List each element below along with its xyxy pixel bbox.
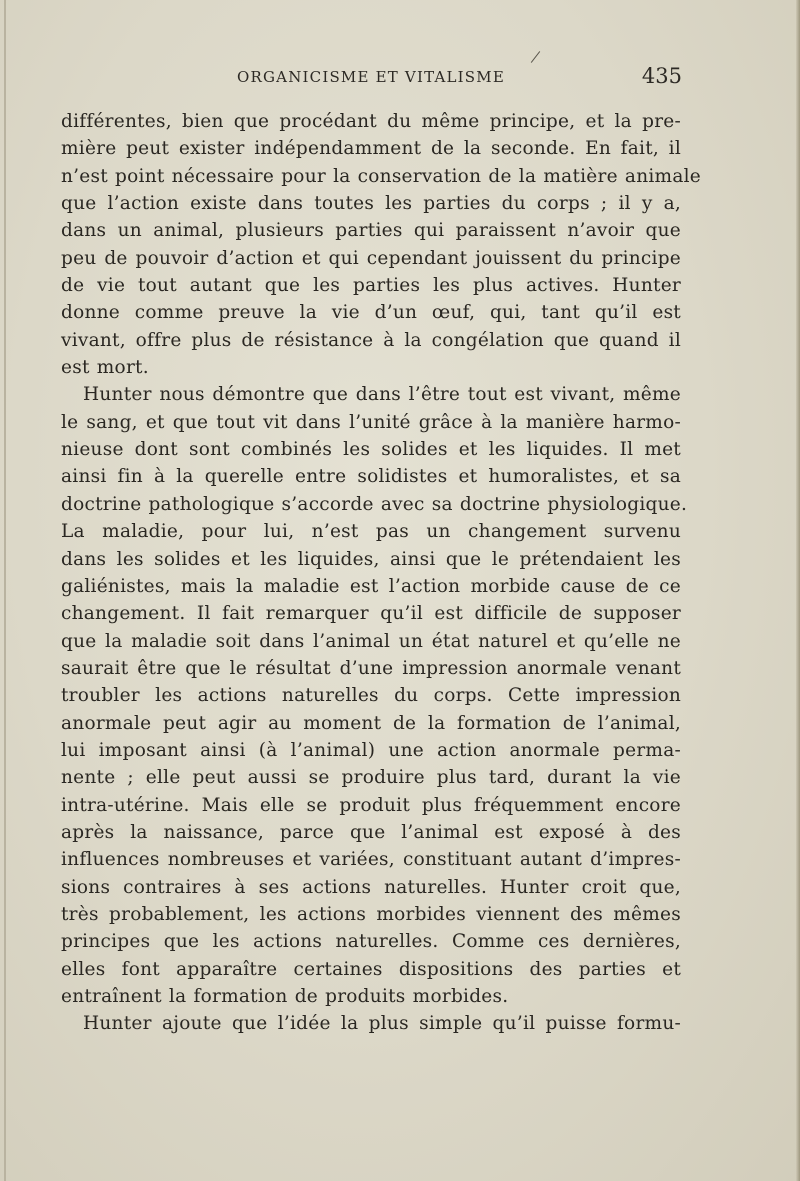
text-line: différentes, bien que procédant du même principe, et la pre- bbox=[61, 111, 681, 132]
text-line: très probablement, les actions morbides viennent des mêmes bbox=[61, 903, 681, 925]
text-line: le sang, et que tout vit dans l’unité grâce à la manière harmo- bbox=[61, 411, 681, 433]
page-right-edge bbox=[796, 0, 800, 1181]
text-line: dans les solides et les liquides, ainsi que le prétendaient les bbox=[61, 548, 681, 570]
pencil-mark bbox=[531, 51, 540, 63]
text-line: La maladie, pour lui, n’est pas un changement survenu bbox=[61, 521, 681, 543]
text-line: est mort. bbox=[61, 357, 149, 379]
text-line: entraînent la formation de produits morbides. bbox=[61, 986, 509, 1007]
text-line: saurait être que le résultat d’une impression anormale venant bbox=[61, 657, 681, 679]
text-line: sions contraires à ses actions naturelles. Hunter croit que, bbox=[61, 876, 681, 898]
running-title: ORGANICISME ET VITALISME bbox=[237, 68, 505, 86]
text-line: lui imposant ainsi (à l’animal) une action anormale perma- bbox=[61, 739, 681, 761]
text-line: principes que les actions naturelles. Comme ces dernières, bbox=[61, 931, 681, 953]
text-line: influences nombreuses et variées, constituant autant d’impres- bbox=[61, 849, 681, 871]
text-line: intra-utérine. Mais elle se produit plus fréquemment encore bbox=[61, 794, 681, 816]
text-line: elles font apparaître certaines dispositions des parties et bbox=[61, 958, 681, 980]
page-left-edge bbox=[4, 0, 6, 1181]
text-line: galiénistes, mais la maladie est l’action morbide cause de ce bbox=[61, 575, 681, 597]
body-text bbox=[61, 108, 701, 1038]
text-line: donne comme preuve la vie d’un œuf, qui, tant qu’il est bbox=[61, 302, 681, 324]
text-line: de vie tout autant que les parties les plus actives. Hunter bbox=[61, 275, 681, 297]
text-line: anormale peut agir au moment de la formation de l’animal, bbox=[61, 712, 681, 734]
text-line: doctrine pathologique s’accorde avec sa doctrine physiologique. bbox=[61, 493, 688, 515]
text-line: dans un animal, plusieurs parties qui paraissent n’avoir que bbox=[61, 220, 681, 242]
text-line: peu de pouvoir d’action et qui cependant jouissent du principe bbox=[61, 247, 681, 269]
text-line: ainsi fin à la querelle entre solidistes et humoralistes, et sa bbox=[61, 466, 681, 488]
text-line: troubler les actions naturelles du corps. Cette impression bbox=[61, 685, 681, 707]
text-line: n’est point nécessaire pour la conservation de la matière animale bbox=[61, 165, 701, 187]
text-line: nente ; elle peut aussi se produire plus tard, durant la vie bbox=[61, 767, 681, 789]
running-header bbox=[60, 64, 682, 92]
text-line: Hunter ajoute que l’idée la plus simple qu’il puisse formu- bbox=[83, 1013, 681, 1035]
text-line: mière peut exister indépendamment de la seconde. En fait, il bbox=[61, 138, 681, 160]
text-line: changement. Il fait remarquer qu’il est difficile de supposer bbox=[61, 603, 681, 625]
page-number: 435 bbox=[641, 64, 682, 88]
text-line: que l’action existe dans toutes les parties du corps ; il y a, bbox=[61, 193, 681, 215]
text-line: nieuse dont sont combinés les solides et les liquides. Il met bbox=[61, 439, 681, 461]
text-line: vivant, offre plus de résistance à la congélation que quand il bbox=[61, 329, 681, 351]
text-line: après la naissance, parce que l’animal est exposé à des bbox=[61, 821, 681, 843]
text-line: Hunter nous démontre que dans l’être tout est vivant, même bbox=[83, 384, 681, 406]
text-line: que la maladie soit dans l’animal un état naturel et qu’elle ne bbox=[61, 630, 681, 652]
